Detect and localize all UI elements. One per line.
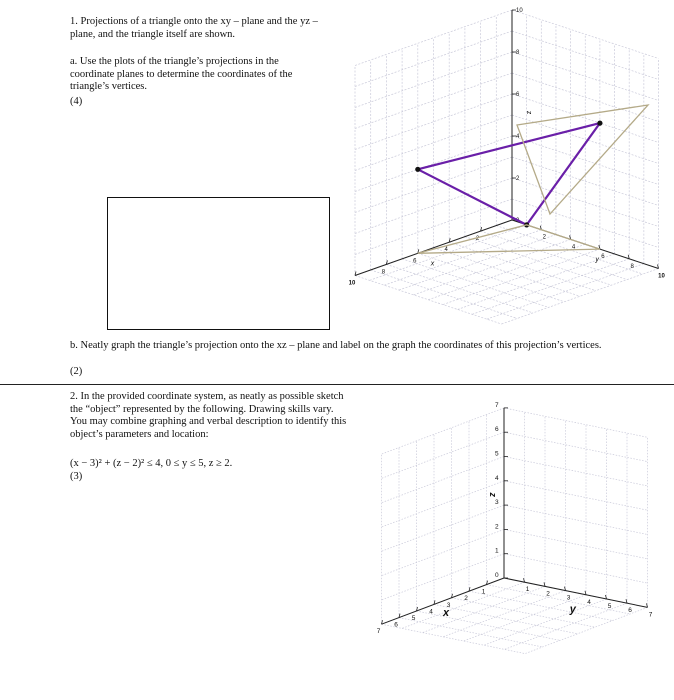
x-tick-label: 2 bbox=[475, 236, 480, 243]
x-tick-label: 3 bbox=[446, 601, 451, 609]
question2-text: 2. In the provided coordinate system, as neatly as possible sketch the “object” represented by the following. Drawing skills vary. You may combine graphing and verbal description to identify this object’s parameters and location: bbox=[70, 391, 347, 440]
z-axis-label: z bbox=[525, 110, 532, 115]
z-tick-label: 6 bbox=[495, 426, 499, 434]
y-tick-label: 4 bbox=[587, 598, 591, 606]
question1-part-a-points: (4) bbox=[70, 96, 83, 107]
question1-title: 1. Projections of a triangle onto the xy – plane and the yz – plane, and the triangle itself are shown. bbox=[70, 16, 318, 40]
z-tick-label: 2 bbox=[516, 176, 520, 182]
xz-gridline bbox=[382, 554, 505, 603]
x-axis-label: x bbox=[430, 260, 435, 268]
y-tick-label: 3 bbox=[566, 594, 571, 602]
xy-gridline bbox=[505, 603, 628, 649]
xz-gridline bbox=[382, 432, 505, 478]
x-tick-label: 7 bbox=[376, 628, 381, 636]
yz-gridline bbox=[504, 432, 648, 461]
z-tick-label: 10 bbox=[516, 8, 523, 14]
yz-gridline bbox=[504, 408, 648, 437]
y-tick-label: 6 bbox=[628, 607, 632, 615]
z-tick-label: 2 bbox=[495, 523, 499, 531]
xz-gridline bbox=[382, 457, 505, 503]
y-tick-label: 8 bbox=[630, 263, 634, 270]
xz-gridline bbox=[382, 529, 505, 575]
y-tick-label: 7 bbox=[648, 611, 653, 619]
z-tick-label: 7 bbox=[495, 401, 499, 409]
z-tick-label: 6 bbox=[516, 92, 520, 98]
xz-gridline bbox=[382, 505, 505, 551]
y-tick-label: 5 bbox=[607, 603, 612, 610]
x-tick-label: 6 bbox=[394, 621, 398, 629]
xy-gridline bbox=[464, 595, 587, 641]
xy-gridline bbox=[402, 582, 525, 628]
x-tick-label: 4 bbox=[444, 247, 448, 254]
x-tick-label: 2 bbox=[464, 595, 468, 603]
yz-gridline bbox=[504, 481, 648, 510]
x-tick-label: 5 bbox=[411, 615, 416, 622]
z-tick-label: 5 bbox=[495, 450, 499, 458]
question2-points: (3) bbox=[70, 471, 83, 482]
xy-gridline bbox=[525, 607, 648, 653]
z-tick-label: 0 bbox=[495, 572, 499, 579]
xy-gridline bbox=[484, 599, 607, 645]
y-tick-label: 10 bbox=[658, 273, 665, 280]
x-tick-label: 6 bbox=[413, 258, 417, 265]
x-tick-label: 4 bbox=[429, 608, 433, 616]
question1-part-b: b. Neatly graph the triangle’s projection onto the xz – plane and label on the graph the coordinates of this projection’s vertices. bbox=[70, 340, 602, 351]
z-axis-label: z bbox=[488, 492, 498, 498]
xy-gridline bbox=[443, 588, 566, 637]
z-tick-label: 0 bbox=[516, 218, 520, 224]
z-tick-label: 4 bbox=[516, 134, 520, 140]
y-tick-label: 6 bbox=[601, 254, 605, 261]
x-tick-label: 8 bbox=[381, 269, 386, 276]
question1-part-b-points: (2) bbox=[70, 366, 83, 377]
y-axis-label: y bbox=[595, 256, 599, 264]
xz-gridline bbox=[382, 481, 505, 527]
z-tick-label: 1 bbox=[495, 547, 499, 555]
yz-gridline bbox=[504, 505, 648, 534]
z-tick-label: 8 bbox=[516, 50, 520, 56]
y-tick-label: 1 bbox=[525, 586, 530, 594]
z-tick-label: 4 bbox=[495, 474, 499, 482]
yz-gridline bbox=[504, 457, 648, 486]
x-tick-label: 10 bbox=[348, 280, 356, 287]
yz-gridline bbox=[504, 554, 648, 583]
y-tick-label: 4 bbox=[571, 244, 576, 251]
question1-part-a: a. Use the plots of the triangle’s projections in the coordinate planes to determine the coordinates of the triangle’s vertices. bbox=[70, 56, 293, 92]
y-tick-label: 2 bbox=[546, 590, 550, 598]
y-tick-label: 2 bbox=[542, 234, 546, 241]
y-axis-label: y bbox=[569, 603, 576, 616]
z-tick-label: 3 bbox=[495, 499, 499, 507]
xz-gridline bbox=[382, 408, 505, 454]
x-tick-label: 1 bbox=[481, 588, 486, 596]
yz-gridline bbox=[504, 529, 648, 558]
question2-equation: (x − 3)² + (z − 2)² ≤ 4, 0 ≤ y ≤ 5, z ≥ 2. bbox=[70, 458, 233, 469]
x-axis-label: x bbox=[443, 606, 450, 619]
